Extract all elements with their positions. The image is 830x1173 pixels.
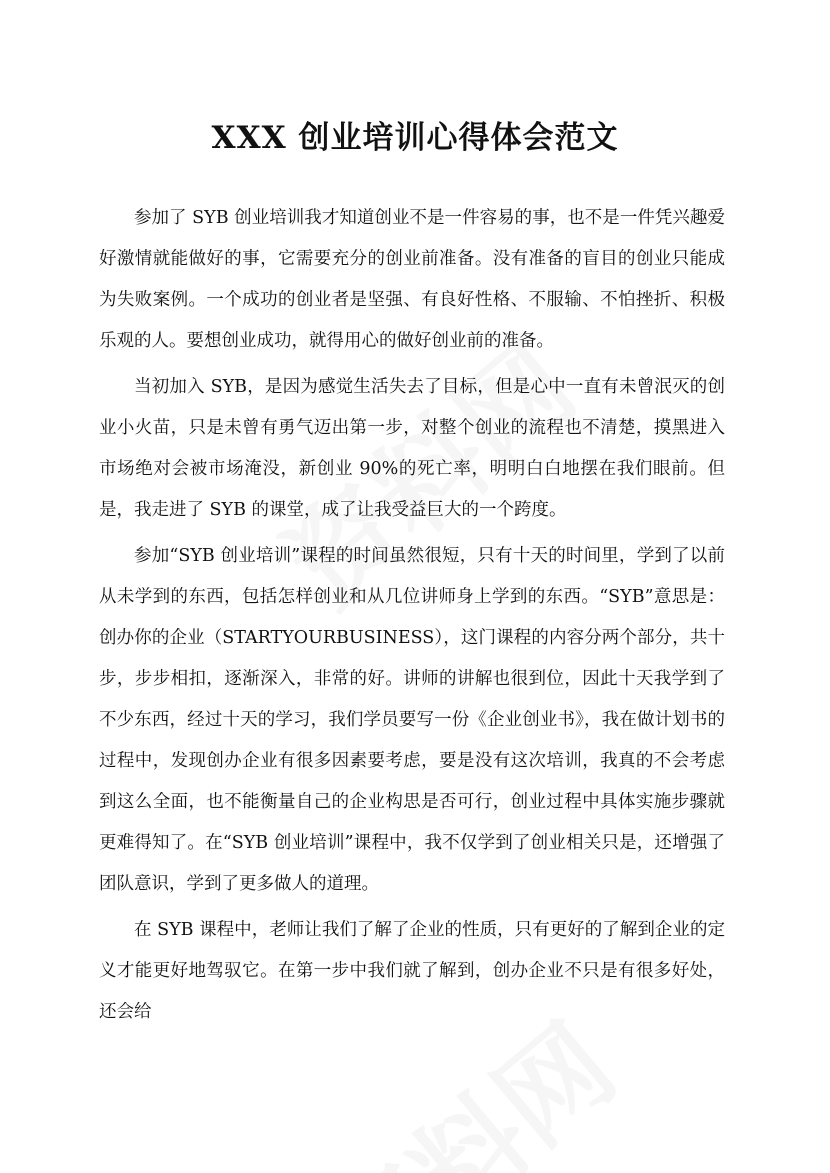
document-title: XXX 创业培训心得体会范文	[211, 120, 619, 156]
paragraph-4: 在 SYB 课程中，老师让我们了解了企业的性质，只有更好的了解到企业的定义才能更好地驾驭它。在第一步中我们就了解到，创办企业不只是有很多好处，还会给	[99, 920, 725, 1022]
document-body	[99, 198, 725, 1038]
paragraph-3: 参加“SYB 创业培训”课程的时间虽然很短，只有十天的时间里，学到了以前从未学到的东西，包括怎样创业和从几位讲师身上学到的东西。“SYB”意思是：创办你的企业（STARTYOURBUSINESS），这门课程的内容分两个部分，共十步，步步相扣，逐渐深入，非常的好。讲师的讲解也很到位，因此十天我学到了不少东西，经过十天的学习，我们学员要写一份《企业创业书》，我在做计划书的过程中，发现创办企业有很多因素要考虑，要是没有这次培训，我真的不会考虑到这么全面，也不能衡量自己的企业构思是否可行，创业过程中具体实施步骤就更难得知了。在“SYB 创业培训”课程中，我不仅学到了创业相关只是，还增强了团队意识，学到了更多做人的道理。	[99, 546, 725, 894]
paragraph-1: 参加了 SYB 创业培训我才知道创业不是一件容易的事，也不是一件凭兴趣爱好激情就能做好的事，它需要充分的创业前准备。没有准备的盲目的创业只能成为失败案例。一个成功的创业者是坚强、有良好性格、不服输、不怕挫折、积极乐观的人。要想创业成功，就得用心的做好创业前的准备。	[99, 208, 725, 351]
paragraph-2: 当初加入 SYB，是因为感觉生活失去了目标，但是心中一直有未曾泯灭的创业小火苗，只是未曾有勇气迈出第一步，对整个创业的流程也不清楚，摸黑进入市场绝对会被市场淹没，新创业 90%的死亡率，明明白白地摆在我们眼前。但是，我走进了 SYB 的课堂，成了让我受益巨大的一个跨度。	[99, 377, 725, 520]
